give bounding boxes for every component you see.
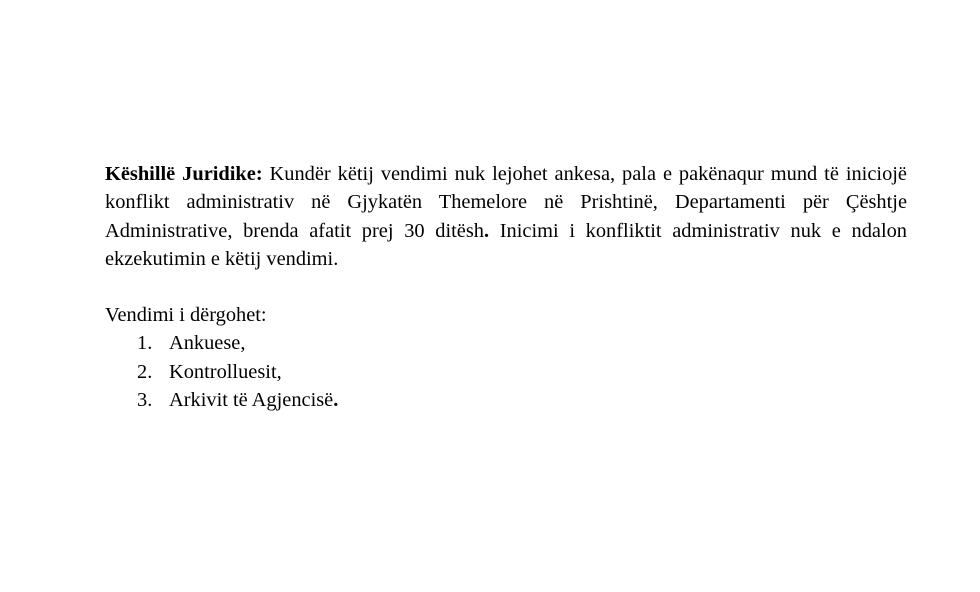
legal-advice-text-part2: Inicimi i konfliktit administrativ nuk e ndalon ekzekutimin e këtij vendimi.	[105, 219, 907, 270]
legal-advice-heading: Këshillë Juridike:	[105, 163, 263, 185]
legal-advice-paragraph	[105, 160, 907, 273]
document-page	[105, 160, 907, 414]
legal-advice-text-part1: Kundër këtij vendimi nuk lejohet ankesa, pala e pakënaqur mund të iniciojë konflikt administrativ në Gjykatën Themelore në Prishtinë, Departamenti për Çështje Administrative, brenda afatit prej 30 ditësh	[105, 163, 907, 242]
list-item	[105, 329, 907, 357]
list-item-number: 1.	[137, 332, 153, 355]
list-item-label: Ankuese,	[169, 332, 246, 355]
list-item-suffix: .	[333, 389, 339, 412]
list-item	[105, 358, 907, 386]
recipients-heading: Vendimi i dërgohet:	[105, 304, 267, 327]
legal-advice-bold-period: .	[483, 219, 490, 242]
list-item-number: 3.	[137, 389, 153, 412]
list-item-text	[169, 329, 245, 357]
recipients-list	[105, 329, 907, 414]
list-item	[105, 386, 907, 414]
recipients-section	[105, 301, 907, 414]
list-item-number: 2.	[137, 360, 153, 383]
list-item-label: Kontrolluesit,	[169, 360, 282, 383]
list-item-label: Arkivit të Agjencisë	[169, 389, 334, 412]
list-item-text	[169, 358, 282, 386]
list-item-text	[169, 386, 338, 414]
